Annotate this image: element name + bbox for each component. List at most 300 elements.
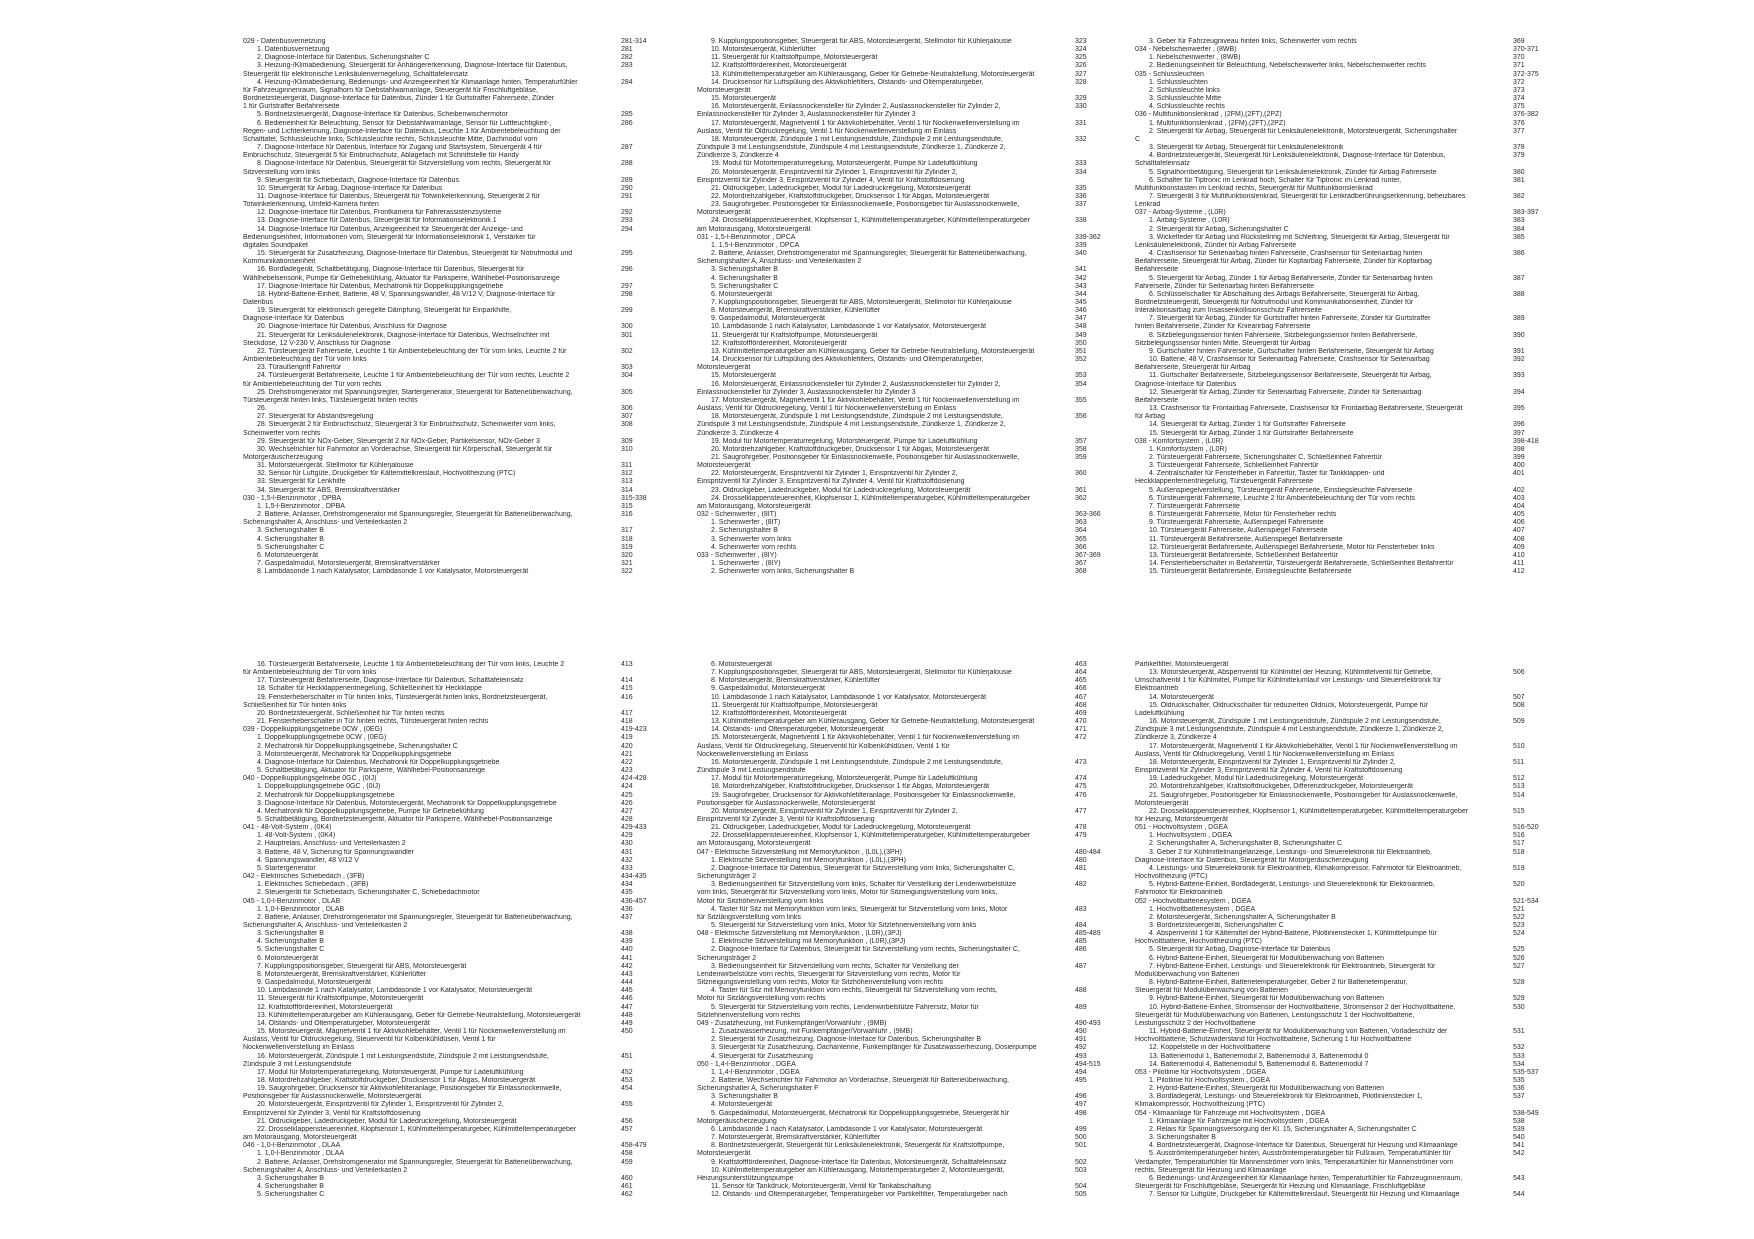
index-entry-row — [697, 661, 1127, 669]
entry-text: 4. Spannungswandler, 48 V/12 V — [257, 856, 359, 864]
page-number: 525 — [1513, 946, 1525, 954]
entry-text: 13. Türsteuergerät Beifahrerseite, Schließeinheit Beifahrertür — [1149, 551, 1338, 559]
page-number: 447 — [621, 1003, 633, 1011]
entry-text: 5. Bordnetzsteuergerät, Diagnose-Interface für Datenbus, Scheibenwischermotor — [257, 111, 508, 119]
index-entry-row — [243, 46, 673, 54]
page-number: 298 — [621, 290, 633, 298]
index-entry-row — [697, 710, 1127, 718]
index-entry-row — [1135, 470, 1565, 478]
entry-text: 7. Sensor für Luftgüte, Druckgeber für Kältemittelkreislauf, Steuergerät für Heizung und Klimaanlage — [1149, 1191, 1460, 1199]
entry-text: 5. Außenspiegelverstellung, Türsteuergerät Fahrerseite, Einstiegsleuchte Fahrerseite — [1149, 486, 1413, 494]
index-entry-row — [243, 111, 673, 119]
page-number: 433 — [621, 864, 633, 872]
index-entry-row — [697, 1150, 1127, 1158]
index-entry-row — [1135, 560, 1565, 568]
entry-text: 1. 1,5-l-Benzinmotor , DPBA — [257, 502, 345, 510]
page-number: 299 — [621, 307, 633, 315]
entry-text: 4. Zentralschalter für Fensterheber in Fahrertür, Taster für Tankklappen- und — [1149, 470, 1385, 478]
index-entry-row — [1135, 503, 1565, 511]
entry-text: 4. Sicherungshalter B — [257, 1183, 324, 1190]
page-number: 284 — [621, 78, 633, 86]
index-entry-row — [697, 759, 1127, 767]
page-number: 458 — [621, 1150, 633, 1158]
entry-text: 2. Hauptrelais, Anschluss- und Verteilerkasten 2 — [257, 840, 406, 848]
index-entry-row — [243, 552, 673, 560]
entry-text: 2. Bedienungseinheit für Beleuchtung, Nebelscheinwerfer links, Nebelscheinwerfer rechts — [1149, 62, 1427, 70]
entry-text: 4. Sicherungshalter B — [257, 535, 324, 543]
page-number: 513 — [1513, 783, 1525, 791]
index-column-bottom-right — [1135, 661, 1565, 1199]
entry-text: Verdampfer, Temperaturfühler für Mannenströmer vorn links, Temperaturfühler für Mannenströmer vorn — [1135, 1158, 1454, 1166]
entry-text: 9. Gaspedalmodul, Motorsteuergerät — [711, 315, 826, 323]
entry-text: 3. Schlussleuchte Mitte — [1149, 95, 1221, 103]
entry-text: 050 - 1,4-l-Benzinmotor , DGEA — [697, 1060, 796, 1068]
index-entry-row — [243, 1020, 673, 1028]
index-entry-row — [243, 54, 673, 62]
page-number: 383 — [1513, 217, 1525, 225]
entry-text: 24. Drosselklappensteuereinheit, Klopfsensor 1, Kühlmitteltemperaturgeber, Kühlmitteltemperaturgeber — [711, 217, 1031, 225]
page-number: 336 — [1075, 192, 1087, 200]
page-number: 359 — [1075, 453, 1087, 461]
page-number: 414 — [621, 677, 633, 685]
page-number: 371 — [1513, 62, 1525, 70]
index-entry-row — [1135, 568, 1565, 576]
index-entry-row — [697, 275, 1127, 283]
index-entry-row — [1135, 694, 1565, 702]
page-number: 487 — [1075, 962, 1087, 970]
page-number: 512 — [1513, 775, 1525, 783]
page-number: 390 — [1513, 331, 1525, 339]
index-entry-row — [243, 364, 673, 372]
entry-text: 12. Diagnose-Interface für Datenbus, Frontkamera für Fahrerassistenzsysteme — [257, 209, 502, 217]
index-entry-row — [1135, 307, 1565, 315]
index-entry-row — [243, 120, 673, 128]
page-number: 376-382 — [1513, 111, 1539, 119]
page-number: 366 — [1075, 543, 1087, 551]
page-number: 334 — [1075, 168, 1087, 176]
section-heading-row — [1135, 1110, 1565, 1118]
index-entry-row — [243, 661, 673, 669]
entry-text: 14. Drucksensor für Luftspülung des Aktivkohlefilters, Ölstands- und Öltemperaturgeber, — [711, 78, 984, 86]
page-number: 291 — [621, 192, 633, 200]
page-number: 329 — [1075, 95, 1087, 103]
index-entry-row — [243, 1134, 673, 1142]
entry-text: 4. Steuergerät für Zusatzheizung — [711, 1052, 813, 1060]
entry-text: 17. Motorsteuergerät, Magnetventil 1 für Aktivkohlebehälter, Ventil 1 für Nockenwellenverstellung im — [711, 396, 1020, 404]
entry-text: 032 - Scheinwerfer , (8IT) — [697, 511, 777, 519]
index-entry-row — [243, 1118, 673, 1126]
page-number: 503 — [1075, 1166, 1087, 1174]
entry-text: 9. Gaspedalmodul, Motorsteuergerät — [257, 979, 372, 987]
entry-text: 9. Kupplungspositionsgeber, Steuergerät für ABS, Motorsteuergerät, Stellmotor für Kühlerjalousie — [711, 38, 1012, 45]
entry-text: Sicherungshalter A, Anschluss- und Verteilerkasten 2 — [243, 519, 408, 527]
index-entry-row — [1135, 1028, 1565, 1036]
index-entry-row — [243, 808, 673, 816]
index-entry-row — [697, 1118, 1127, 1126]
index-entry-row — [243, 979, 673, 987]
index-entry-row — [697, 299, 1127, 307]
page-number: 502 — [1075, 1158, 1087, 1166]
index-entry-row — [243, 840, 673, 848]
entry-text: 19. Saugrohrgeber, Drucksensor für Aktivkohlefilteranlage, Positionsgeber für Einlassnockenwelle, — [711, 791, 1016, 799]
index-entry-row — [697, 71, 1127, 79]
index-entry-row — [243, 938, 673, 946]
page-number: 451 — [621, 1052, 633, 1060]
index-entry-row — [1135, 413, 1565, 421]
entry-text: 10. Lambdasonde 1 nach Katalysator, Lambdasonde 1 vor Katalysator, Motorsteuergerät — [711, 323, 987, 331]
page-number: 289 — [621, 176, 633, 184]
index-entry-row — [1135, 1004, 1565, 1012]
entry-text: Sicherungshalter A, Anschluss- und Verteilerkasten 2 — [243, 1166, 408, 1174]
entry-text: 12. Ölstands- und Öltemperaturgeber, Temperaturgeber vor Partikelfilter, Temperaturgeber nach — [711, 1191, 1008, 1199]
index-entry-row — [1135, 783, 1565, 791]
page-number: 420 — [621, 742, 633, 750]
index-entry-row — [1135, 234, 1565, 242]
entry-text: 3. Batterie, 48 V, Sicherung für Spannungswandler — [257, 848, 414, 856]
entry-text: am Motorausgang, Motorsteuergerät — [697, 225, 811, 233]
index-entry-row — [243, 527, 673, 535]
entry-text: 2. Batterie, Anlasser, Drehstromgenerator mit Spannungsregler, Steuergerät für Batterieüberwachung, — [257, 1158, 573, 1166]
index-entry-row — [697, 1110, 1127, 1118]
entry-text: am Motorausgang, Motorsteuergerät — [697, 502, 811, 510]
page-number: 494-515 — [1075, 1060, 1101, 1068]
entry-text: 5. Gaspedalmodul, Motorsteuergerät, Mechatronik für Doppelkupplungsgetriebe, Steuergerät für — [711, 1109, 1010, 1117]
page-number: 356 — [1075, 413, 1087, 421]
page-number: 353 — [1075, 372, 1087, 380]
index-entry-row — [697, 857, 1127, 865]
page-number: 318 — [621, 535, 633, 543]
index-entry-row — [697, 963, 1127, 971]
page-number: 458-479 — [621, 1142, 647, 1150]
entry-text: Diagnose-Interface für Datenbus — [243, 315, 345, 323]
entry-text: 1. Nebelscheinwerfer , (8WB) — [1149, 54, 1241, 62]
entry-text: 4. Taster für Sitz mit Memoryfunktion vorn rechts, Steuergerät für Sitzverstellung vorn rechts, — [711, 987, 998, 995]
index-entry-row — [243, 217, 673, 225]
page-number: 403 — [1513, 494, 1525, 502]
section-heading-row — [697, 1061, 1127, 1069]
page-number: 456 — [621, 1117, 633, 1125]
index-entry-row — [1135, 840, 1565, 848]
entry-text: hinten Beifahrerseite, Zünder für Kniearirbag Fahrerseite — [1135, 323, 1311, 331]
entry-text: 30. Wechselrichter für Fahrmotor an Vorderachse, Steuergerät für Körperschall, Steuergerät für — [257, 445, 553, 453]
entry-text: 6. Bedieneinheit für Beleuchtung, Sensor für Diebstahlwarnanlage, Sensor für Luftfeuchtigkeit-, — [257, 119, 552, 127]
page-number: 498 — [1075, 1109, 1087, 1117]
entry-text: 14. Batteriemodul 4, Batteriemodul 5, Batteriemodul 6, Batteriemodul 7 — [1149, 1060, 1369, 1068]
section-heading-row — [243, 824, 673, 832]
entry-text: Steuergerät für Modulüberwachung von Batterien — [1135, 987, 1288, 995]
index-entry-row — [1135, 726, 1565, 734]
entry-text: 1. 1,0-l-Benzinmotor , DLAB — [257, 905, 345, 913]
section-heading-row — [243, 775, 673, 783]
entry-text: 26. — [257, 405, 267, 413]
page-number: 452 — [621, 1068, 633, 1076]
page-number: 391 — [1513, 347, 1525, 355]
entry-text: 33. Steuergerät für Lenkhilfe — [257, 478, 346, 486]
entry-text: 21. Steuergerät für Lenksäulenelektronik, Diagnose-Interface für Datenbus, Wechselrichter mit — [257, 331, 550, 339]
entry-text: 3. Geber für Fahrzeugniveau hinten links, Scheinwerfer vorn rechts — [1149, 38, 1357, 45]
page-number: 372-375 — [1513, 70, 1539, 78]
page-number: 295 — [621, 250, 633, 258]
index-entry-row — [1135, 397, 1565, 405]
page-number: 337 — [1075, 201, 1087, 209]
entry-text: 20. Motordrehzahlgeber, Kraftstoffdruckgeber, Drucksensor 1 für Abgas, Motorsteuergerät — [711, 445, 990, 453]
index-entry-row — [243, 519, 673, 527]
entry-text: 051 - Hochvoltsystem , DGEA — [1135, 824, 1228, 832]
page-number: 544 — [1513, 1191, 1525, 1199]
index-entry-row — [1135, 1061, 1565, 1069]
index-entry-row — [1135, 315, 1565, 323]
index-entry-row — [243, 865, 673, 873]
page-number: 490-493 — [1075, 1019, 1101, 1027]
page-number: 517 — [1513, 840, 1525, 848]
entry-text: Beifahrerseite — [1135, 266, 1179, 274]
page-number: 401 — [1513, 470, 1525, 478]
index-entry-row — [243, 136, 673, 144]
entry-text: am Motorausgang, Motorsteuergerät — [243, 1134, 357, 1142]
entry-text: 5. Schaltbetätigung, Bordnetzsteuergerät, Aktuator für Parksperre, Wählhebel-Positionsanzeige — [257, 815, 553, 823]
page-number: 480-484 — [1075, 848, 1101, 856]
page-number: 423 — [621, 767, 633, 775]
index-entry-row — [697, 348, 1127, 356]
page-number: 505 — [1075, 1191, 1087, 1199]
page-number: 305 — [621, 388, 633, 396]
page-number: 349 — [1075, 331, 1087, 339]
page-number: 370-371 — [1513, 46, 1539, 54]
index-entry-row — [1135, 963, 1565, 971]
entry-text: 25. Drehstromgenerator mit Spannungsregler, Startergenerator, Steuergerät für Batterieüberwachung, — [257, 388, 573, 396]
page-number: 467 — [1075, 693, 1087, 701]
page-number: 294 — [621, 225, 633, 233]
entry-text: 9. Hybrid-Batterie-Einheit, Steuergerät für Modulüberwachung von Batterien — [1149, 995, 1385, 1003]
index-entry-row — [697, 1159, 1127, 1167]
entry-text: Modulüberwachung von Batterien — [1135, 970, 1240, 978]
page-number: 351 — [1075, 347, 1087, 355]
page-number: 292 — [621, 209, 633, 217]
index-entry-row — [243, 250, 673, 258]
entry-text: Motor für Sitzhöhenverstellung vorn links — [697, 897, 824, 905]
index-entry-row — [697, 800, 1127, 808]
entry-text: Diagnose-Interface für Datenbus, Steuergerät für Motorgeräuscherzeugung — [1135, 856, 1369, 864]
index-entry-row — [697, 1142, 1127, 1150]
entry-text: 18. Schalter für Heckklappenentriegelung, Schließeinheit für Heckklappe — [257, 685, 482, 693]
section-heading-row — [1135, 209, 1565, 217]
page-number: 309 — [621, 437, 633, 445]
index-entry-row — [243, 767, 673, 775]
entry-text: 18. Motordrehzahlgeber, Kraftstoffdruckgeber, Drucksensor 1 für Abgas, Motorsteuergerät — [711, 783, 990, 791]
index-entry-row — [1135, 478, 1565, 486]
page-number: 465 — [1075, 677, 1087, 685]
entry-text: Elektroantrieb — [1135, 685, 1179, 693]
entry-text: 12. Kraftstofffördereinheit, Motorsteuergerät — [711, 339, 847, 347]
entry-text: Sicherungshalter A, Sicherungshalter F — [697, 1085, 819, 1093]
page-number: 470 — [1075, 718, 1087, 726]
entry-text: 054 - Klimaanlage für Fahrzeuge mit Hochvoltsystem , DGEA — [1135, 1109, 1326, 1117]
index-entry-row — [243, 1101, 673, 1109]
entry-text: 2. Sicherungshalter B — [711, 527, 778, 535]
entry-text: 040 - Doppelkupplungsgetriebe 0GC , (0IJ) — [243, 775, 377, 783]
index-entry-row — [697, 413, 1127, 421]
index-entry-row — [243, 103, 673, 111]
index-entry-row — [1135, 152, 1565, 160]
index-entry-row — [243, 857, 673, 865]
index-entry-row — [697, 865, 1127, 873]
index-entry-row — [1135, 906, 1565, 914]
entry-text: 22. Türsteuergerät Fahrerseite, Leuchte 1 für Ambientebeleuchtung der Tür vorn links, Leuchte 2 für — [257, 347, 567, 355]
entry-text: 12. Steuergerät für Airbag, Zünder für Seitenairbag Fahrerseite, Zünder für Seitenairbag — [1149, 388, 1422, 396]
index-entry-row — [697, 743, 1127, 751]
index-entry-row — [697, 669, 1127, 677]
entry-text: 23. Türaußengriff Fahrertür — [257, 364, 342, 372]
entry-text: 11. Steuergerät für Kraftstoffpumpe, Motorsteuergerät — [257, 995, 424, 1003]
entry-text: digitales Soundpaket — [243, 241, 308, 249]
index-entry-row — [697, 840, 1127, 848]
index-entry-row — [1135, 946, 1565, 954]
entry-text: 1. Scheinwerfer , (8IT) — [711, 519, 781, 527]
index-entry-row — [1135, 955, 1565, 963]
entry-text: 030 - 1,5-l-Benzinmotor , DPBA — [243, 494, 342, 502]
index-entry-row — [243, 62, 673, 70]
entry-text: 2. Sicherungshalter A, Sicherungshalter B, Sicherungshalter C — [1149, 840, 1342, 848]
index-entry-row — [243, 405, 673, 413]
index-entry-row — [1135, 446, 1565, 454]
page-number: 430 — [621, 840, 633, 848]
page-number: 286 — [621, 119, 633, 127]
entry-text: 11. Steuergerät für Kraftstoffpumpe, Motorsteuergerät — [711, 701, 878, 709]
index-entry-row — [697, 881, 1127, 889]
page-number: 494 — [1075, 1068, 1087, 1076]
entry-text: 34. Steuergerät für ABS, Bremskraftverstärker — [257, 486, 400, 494]
entry-text: Türsteuergerät hinten links, Türsteuergerät hinten rechts — [243, 396, 418, 404]
entry-text: 12. Kraftstofffördereinheit, Motorsteuergerät — [711, 62, 847, 70]
index-entry-row — [697, 462, 1127, 470]
entry-text: Schalttafeleinsatz — [1135, 160, 1190, 168]
section-heading-row — [243, 898, 673, 906]
index-entry-row — [697, 775, 1127, 783]
index-entry-row — [243, 906, 673, 914]
page-number: 520 — [1513, 881, 1525, 889]
entry-text: 7. Kupplungspositionsgeber, Steuergerät für ABS, Motorsteuergerät, Stellmotor für Kühlerjalousie — [711, 299, 1012, 306]
index-entry-row — [243, 568, 673, 576]
index-entry-row — [697, 568, 1127, 576]
entry-text: 1. 48-Volt-System , (0K4) — [257, 832, 336, 840]
entry-text: Schalttafel, Schlussleuchte links, Schlussleuchte rechts, Schlussleuchte Mitte, Dachmodul vorn — [243, 135, 538, 143]
entry-text: 2. Steuergerät für Schiebedach, Sicherungshalter C, Schiebedachmotor — [257, 889, 480, 897]
entry-text: 16. Motorsteuergerät, Einlassnockensteller für Zylinder 2, Auslassnockensteller für Zylinder 2, — [711, 103, 1001, 111]
page-number: 479 — [1075, 832, 1087, 840]
entry-text: Partikelfilter, Motorsteuergerät — [1135, 661, 1229, 668]
page-number: 406 — [1513, 519, 1525, 527]
entry-text: 2. Mechatronik für Doppelkupplungsgetriebe — [257, 791, 395, 799]
entry-text: 15. Motorsteuergerät — [711, 372, 776, 380]
index-entry-row — [697, 1183, 1127, 1191]
entry-text: Sicherungshalter A, Anschluss- und Verteilerkasten 2 — [243, 922, 408, 929]
entry-text: 13. Kühlmitteltemperaturgeber am Kühlerausgang, Geber für Getriebe-Neutralstellung, Motorsteuergerät — [711, 718, 1035, 726]
entry-text: 5. Sicherungshalter C — [257, 946, 325, 954]
entry-text: 7. Gaspedalmodul, Motorsteuergerät, Bremskraftverstärker — [257, 560, 440, 567]
index-entry-row — [697, 783, 1127, 791]
index-entry-row — [243, 881, 673, 889]
index-entry-row — [1135, 914, 1565, 922]
entry-text: 15. Steuergerät für Airbag, Zünder 1 für Gurtstraffer Beifahrerseite — [1149, 429, 1354, 437]
page-number: 472 — [1075, 734, 1087, 742]
page-number: 338 — [1075, 217, 1087, 225]
index-entry-row — [1135, 1191, 1565, 1199]
page-number: 413 — [621, 661, 633, 668]
index-entry-row — [697, 185, 1127, 193]
page-number: 370 — [1513, 54, 1525, 62]
entry-text: 2. Diagnose-Interface für Datenbus, Sicherungshalter C — [257, 54, 430, 62]
entry-text: 3. Steuergerät für Zusatzheizung, Dachantenne, Funkempfänger für Zusatzwasserheizung, Dosierpumpe — [711, 1044, 1037, 1052]
index-entry-row — [243, 234, 673, 242]
index-entry-row — [1135, 283, 1565, 291]
page-number: 382 — [1513, 192, 1525, 200]
entry-text: Heckklappenfernentriegelung, Türsteuergerät Fahrerseite — [1135, 478, 1314, 486]
page-number: 523 — [1513, 922, 1525, 929]
entry-text: 2. Diagnose-Interface für Datenbus, Steuergerät für Sitzverstellung vorn links, Sicherungshalter C, — [711, 864, 1015, 872]
index-entry-row — [1135, 323, 1565, 331]
index-entry-row — [697, 397, 1127, 405]
index-entry-row — [243, 751, 673, 759]
section-heading-row — [697, 930, 1127, 938]
page-number: 443 — [621, 970, 633, 978]
index-entry-row — [1135, 881, 1565, 889]
index-entry-row — [243, 470, 673, 478]
page-number: 319 — [621, 543, 633, 551]
index-entry-row — [243, 1159, 673, 1167]
entry-text: 1. Schlussleuchten — [1149, 78, 1208, 86]
index-entry-row — [1135, 201, 1565, 209]
index-entry-row — [243, 743, 673, 751]
index-entry-row — [243, 79, 673, 87]
index-entry-row — [243, 1077, 673, 1085]
index-entry-row — [1135, 275, 1565, 283]
index-entry-row — [1135, 677, 1565, 685]
index-entry-row — [697, 307, 1127, 315]
entry-text: 3. Bedienungseinheit für Sitzverstellung vorn links, Schalter für Verstellung der Lendenwirbelstütze — [711, 881, 1017, 889]
page-number: 385 — [1513, 233, 1525, 241]
page-number: 389 — [1513, 315, 1525, 323]
entry-text: 2. Batterie, Wechselrichter für Fahrmotor an Vorderachse, Steuergerät für Batterieüberwachung, — [711, 1076, 1009, 1084]
index-entry-row — [1135, 1012, 1565, 1020]
entry-text: Einspritzventil für Zylinder 3, Ventil für Kraftstoffdosierung — [697, 815, 875, 823]
entry-text: Auslass, Ventil für Öldruckregelung, Ventil 1 für Nockenwellenverstellung im Einlass — [697, 405, 957, 413]
index-entry-row — [243, 544, 673, 552]
page-number: 340 — [1075, 250, 1087, 258]
index-entry-row — [243, 275, 673, 283]
page-number: 471 — [1075, 726, 1087, 734]
index-entry-row — [697, 1004, 1127, 1012]
page-number: 426 — [621, 799, 633, 807]
page-number: 424 — [621, 783, 633, 791]
index-entry-row — [697, 832, 1127, 840]
index-entry-row — [697, 914, 1127, 922]
entry-text: Datenbus — [243, 299, 273, 306]
entry-text: 21. Saugrohrgeber, Positionsgeber für Einlassnockenwelle, Positionsgeber für Auslassnockenwelle, — [711, 453, 1020, 461]
page-number: 521 — [1513, 905, 1525, 913]
index-entry-row — [1135, 1077, 1565, 1085]
section-heading-row — [697, 1020, 1127, 1028]
entry-text: 7. Kupplungspositionsgeber, Steuergerät für ABS, Motorsteuergerät — [257, 962, 467, 970]
index-entry-row — [697, 1012, 1127, 1020]
entry-text: 15. Motorsteuergerät, Magnetventil 1 für Aktivkohlebehälter, Ventil 1 für Nockenwellenverstellung im — [711, 734, 1020, 742]
entry-text: 6. Motorsteuergerät — [257, 954, 319, 962]
entry-text: 045 - 1,0-l-Benzinmotor , DLAB — [243, 897, 341, 905]
entry-text: Scheinwerfer vorn rechts — [243, 429, 321, 437]
entry-text: 27. Steuergerät für Abstandsregelung — [257, 413, 374, 421]
index-entry-row — [1135, 734, 1565, 742]
index-entry-row — [243, 511, 673, 519]
index-entry-row — [1135, 356, 1565, 364]
